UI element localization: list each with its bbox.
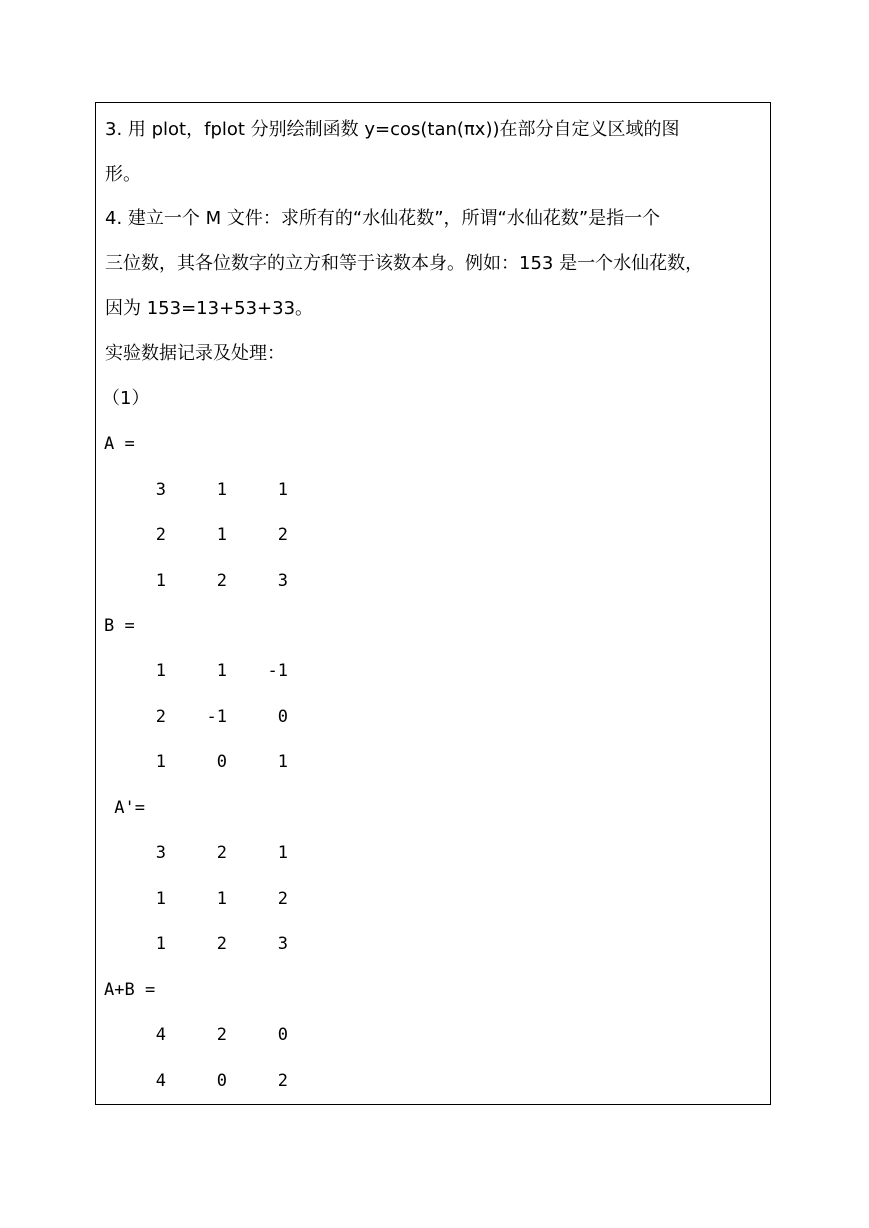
matrix-cell: 3 [277,934,288,954]
matrix-cell: 1 [216,661,227,681]
matrix-cell: 2 [155,525,166,545]
task4-line3: 因为 153=13+53+33。 [105,298,314,319]
matrix-a-transpose-label: A'= [104,798,145,818]
matrix-sum-row [96,1024,396,1046]
matrix-cell: 4 [155,1071,166,1091]
matrix-a-label: A = [104,434,135,454]
matrix-cell: 2 [216,571,227,591]
matrix-cell: 1 [277,843,288,863]
section-title: 实验数据记录及处理： [105,343,285,364]
matrix-cell: 1 [277,752,288,772]
matrix-a-transpose-row [96,888,396,910]
matrix-cell: 0 [277,1025,288,1045]
matrix-sum-label: A+B = [104,980,156,1000]
matrix-cell: 1 [277,480,288,500]
matrix-a-transpose-row [96,933,396,955]
matrix-cell: 2 [216,934,227,954]
matrix-cell: 1 [216,889,227,909]
task4-line1: 4. 建立一个 M 文件：求所有的“水仙花数”，所谓“水仙花数”是指一个 [105,208,661,229]
matrix-cell: 2 [277,1071,288,1091]
matrix-cell: 1 [155,571,166,591]
matrix-cell: 1 [155,934,166,954]
matrix-b-row [96,751,396,773]
matrix-a-transpose-row [96,842,396,864]
matrix-cell: 1 [216,525,227,545]
matrix-cell: -1 [267,661,288,681]
matrix-cell: 2 [216,843,227,863]
matrix-b-label: B = [104,616,135,636]
matrix-cell: 3 [277,571,288,591]
matrix-cell: 1 [155,889,166,909]
matrix-cell: 1 [155,661,166,681]
matrix-a-row [96,479,396,501]
task4-line2: 三位数，其各位数字的立方和等于该数本身。例如：153 是一个水仙花数， [105,253,704,274]
matrix-cell: 2 [277,525,288,545]
matrix-cell: 2 [216,1025,227,1045]
task3-line2: 形。 [105,164,141,185]
matrix-cell: 1 [216,480,227,500]
matrix-cell: 0 [277,707,288,727]
matrix-cell: -1 [206,707,227,727]
matrix-cell: 2 [277,889,288,909]
matrix-cell: 3 [155,480,166,500]
matrix-cell: 2 [155,707,166,727]
matrix-cell: 0 [216,1071,227,1091]
matrix-a-row [96,524,396,546]
matrix-b-row [96,706,396,728]
matrix-cell: 3 [155,843,166,863]
document-frame [95,102,771,1105]
matrix-a-row [96,570,396,592]
matrix-cell: 4 [155,1025,166,1045]
matrix-cell: 1 [155,752,166,772]
part-label: （1） [102,388,150,409]
matrix-b-row [96,660,396,682]
task3-line1: 3. 用 plot，fplot 分别绘制函数 y=cos(tan(πx))在部分自定义区域的图 [105,119,680,140]
matrix-sum-row [96,1070,396,1092]
matrix-cell: 0 [216,752,227,772]
